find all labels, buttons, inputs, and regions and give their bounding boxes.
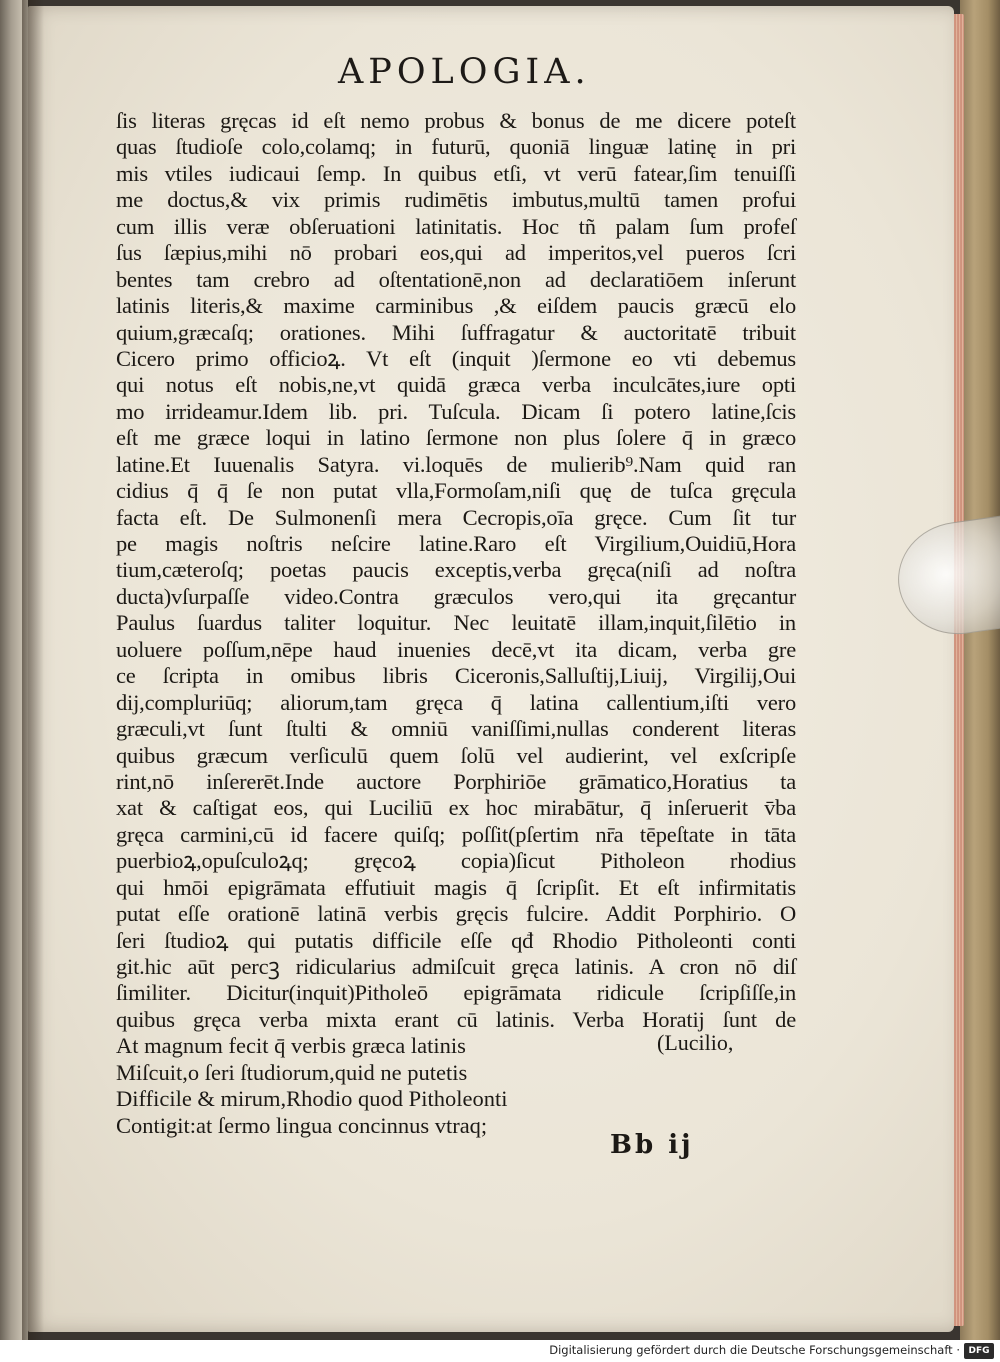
text-line: Cicero primo officioꝝ. Vt eſt (inquit )ſermone eo vti debemus — [116, 345, 796, 371]
text-line: gręca carmini,cū id facere quiſq; poſſit(pſertim nr̄a tēpeſtate in tāta — [116, 821, 796, 847]
spine-shadow — [22, 0, 44, 1340]
text-line: git.hic aūt percꝫ ridicularius admiſcuit gręca latinis. A cron nō diſ — [116, 954, 796, 979]
text-line: latine.Et Iuuenalis Satyra. vi.loquēs de mulierib⁹.Nam quid ran — [116, 451, 796, 477]
text-line: ſeri ſtudioꝝ qui putatis difficile eſſe qđ Rhodio Pitholeonti conti — [116, 927, 796, 953]
text-line: quium,græcaſq; orationes. Mihi ſuffragatur & auctoritatē tribuit — [116, 319, 796, 345]
verse-line: Miſcuit,o ſeri ſtudiorum,quid ne putetis — [116, 1059, 468, 1085]
text-line: ce ſcripta in omibus libris Ciceronis,Salluſtij,Liuij, Virgilij,Oui — [116, 663, 796, 689]
text-line: qui hmōi epigrāmata effutiuit magis q̄ ſcripſit. Et eſt infirmitatis — [116, 874, 796, 900]
text-line: mis vtiles iudicaui ſemp. In quibus etſi, vt verū fatear,ſim tenuiſſi — [116, 160, 796, 186]
text-line: ducta)vſurpaſſe video.Contra græculos vero,qui ita gręcantur — [116, 583, 796, 609]
text-line: quibus gręca verba mixta erant cū latinis. Verba Horatij ſunt de — [116, 1006, 796, 1032]
verse-line: At magnum fecit q̄ verbis græca latinis — [116, 1033, 466, 1059]
text-line: mo irrideamur.Idem lib. pri. Tuſcula. Dicam ſi potero latine,ſcis — [116, 398, 796, 424]
footer-credit: Digitalisierung gefördert durch die Deutsche Forschungsgemeinschaft · — [549, 1343, 960, 1357]
signature-mark: Bb ij — [610, 1130, 694, 1160]
footer-bar — [0, 1340, 1000, 1362]
text-line: qui notus eſt nobis,ne,vt quidā græca verba inculcātes,iure opti — [116, 372, 796, 398]
text-line: puerbioꝝ,opuſculoꝝq; gręcoꝝ copia)ſicut Pitholeon rhodius — [116, 848, 796, 874]
text-line: uoluere poſſum,nēpe haud inuenies decē,vt ita dicam, verba gre — [116, 636, 796, 662]
dfg-logo-icon: DFG — [964, 1343, 994, 1359]
text-line: cum illis veræ obſeruationi latinitatis. Hoc tñ palam ſum profeſ — [116, 213, 796, 239]
text-line: eſt me græce loqui in latino ſermone non plus ſolere q̄ in græco — [116, 425, 796, 451]
text-line: dij,compluriūq; aliorum,tam gręca q̄ latina callentium,iſti vero — [116, 689, 796, 715]
text-line: latinis literis,& maxime carminibus ,& eiſdem paucis græcū elo — [116, 293, 796, 319]
text-line: me doctus,& vix primis rudimētis imbutus,multū tamen profui — [116, 187, 796, 213]
text-line: Paulus ſuardus taliter loquitur. Nec leuitatē illam,inquit,ſilētio in — [116, 610, 796, 636]
running-head: APOLOGIA. — [338, 52, 591, 92]
verse-line: Contigit:at ſermo lingua concinnus vtraq; — [116, 1112, 488, 1138]
text-line: putat eſſe orationē latinā verbis gręcis fulcire. Addit Porphirio. O — [116, 901, 796, 927]
text-line: ſis literas gręcas id eſt nemo probus & bonus de me dicere poteſt — [116, 108, 796, 133]
text-line: cidius q̄ q̄ ſe non putat vlla,Formoſam,niſi quę de tuſca gręcula — [116, 478, 796, 504]
main-text-block — [116, 108, 796, 1139]
text-line: bentes tam crebro ad oſtentationē,non ad declaratiōem inſerunt — [116, 266, 796, 292]
verse-line: Difficile & mirum,Rhodio quod Pitholeonti — [116, 1086, 508, 1112]
text-line: facta eſt. De Sulmonenſi mera Cecropis,oīa gręce. Cum ſit tur — [116, 504, 796, 530]
text-line: xat & caſtigat eos, qui Luciliū ex hoc mirabātur, q̄ inſeruerit v̄ba — [116, 795, 796, 821]
text-line: quibus græcum verſiculū quem ſolū vel audierint, vel exſcripſe — [116, 742, 796, 768]
text-line: ſus ſæpius,mihi nō probari eos,qui ad imperitos,vel pueros ſcri — [116, 240, 796, 266]
text-line: rint,nō inſererēt.Inde auctore Porphiriōe grāmatico,Horatius ta — [116, 768, 796, 794]
text-line: tium,cæteroſq; poetas paucis exceptis,verba gręca(niſi ad noſtra — [116, 557, 796, 583]
text-line: ſimiliter. Dicitur(inquit)Pitholeō epigrāmata ridicule ſcripſiſſe,in — [116, 980, 796, 1006]
text-line: græculi,vt ſunt ſtulti & omniū vaniſſimi,nullas conderent literas — [116, 716, 796, 742]
text-line: quas ſtudioſe colo,colamq; in futurū, quoniā linguæ latinę in pri — [116, 134, 796, 160]
book-cover-board — [960, 0, 1000, 1340]
text-line: pe magis noſtris neſcire latine.Raro eſt Virgilium,Ouidiū,Hora — [116, 531, 796, 556]
verse-side-note: (Lucilio, — [657, 1030, 734, 1055]
